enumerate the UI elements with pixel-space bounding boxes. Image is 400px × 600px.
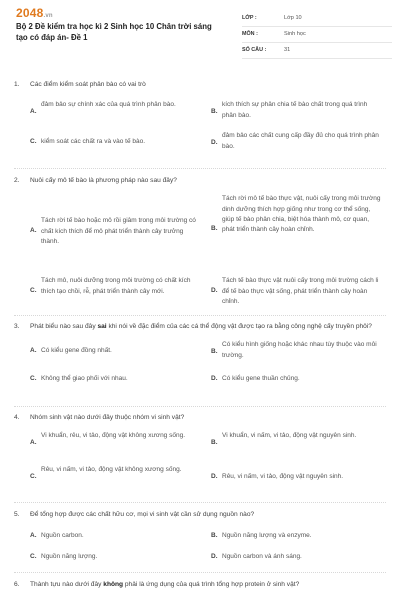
question-divider: [14, 168, 386, 169]
question-5: [14, 510, 386, 568]
question-divider: [14, 315, 386, 316]
option-d[interactable]: D. Tách tế bào thực vật nuôi cấy trong môi trường cách li để tế bào thực vật sống, phát triển thành cây hoàn chỉnh.: [211, 277, 379, 305]
option-c[interactable]: C. Nguồn năng lượng.: [30, 553, 98, 561]
emphasis-word: không: [103, 581, 124, 588]
question-2: [14, 176, 386, 318]
meta-label: MÔN :: [242, 31, 258, 37]
question-text: 1. Các điểm kiểm soát phân bào có vai trò: [14, 80, 386, 90]
answer-options: [14, 96, 386, 156]
option-d[interactable]: D. Có kiểu gene thuần chủng.: [211, 375, 300, 383]
question-number: 4.: [14, 414, 20, 421]
option-c[interactable]: C. kiểm soát các chất ra và vào tế bào.: [30, 138, 146, 146]
option-d[interactable]: D. Rêu, vi nấm, vi tảo, động vật nguyên sinh.: [211, 473, 344, 481]
option-c[interactable]: C. Rêu, vi nấm, vi tảo, động vật không xương sống.: [30, 466, 182, 481]
emphasis-word: sai: [97, 323, 107, 330]
option-a[interactable]: A. đảm bảo sự chính xác của quá trình phân bào.: [30, 101, 176, 116]
site-logo[interactable]: 2048.vn: [16, 6, 53, 20]
option-b[interactable]: B. Nguồn năng lượng và enzyme.: [211, 532, 312, 540]
meta-value: Lớp 10: [284, 15, 302, 21]
option-a[interactable]: A. Vi khuẩn, rêu, vi tảo, động vật không xương sống.: [30, 432, 186, 447]
document-meta: [242, 13, 392, 61]
question-divider: [14, 572, 386, 573]
meta-label: SỐ CÂU :: [242, 47, 267, 53]
option-c[interactable]: C. Không thể giao phối với nhau.: [30, 375, 128, 383]
option-a[interactable]: A. Nguồn carbon.: [30, 532, 84, 540]
meta-row-class: [242, 13, 392, 27]
question-3: [14, 322, 386, 388]
meta-row-subject: [242, 29, 392, 43]
question-text: 2. Nuôi cấy mô tế bào là phương pháp nào sau đây?: [14, 176, 386, 186]
question-number: 2.: [14, 177, 20, 184]
question-divider: [14, 502, 386, 503]
meta-row-count: [242, 45, 392, 59]
meta-value: 31: [284, 47, 291, 53]
document-title: Bộ 2 Đề kiểm tra học kì 2 Sinh học 10 Chân trời sáng tạo có đáp án- Đề 1: [16, 22, 212, 42]
option-d[interactable]: D. Nguồn carbon và ánh sáng.: [211, 553, 302, 561]
answer-options: [14, 338, 386, 388]
question-number: 5.: [14, 511, 20, 518]
question-4: [14, 413, 386, 495]
option-b[interactable]: B. Có kiểu hình giống hoặc khác nhau tùy thuộc vào môi trường.: [211, 341, 377, 359]
question-number: 3.: [14, 323, 20, 330]
question-6: [14, 580, 386, 590]
meta-label: LỚP :: [242, 15, 257, 21]
question-divider: [14, 406, 386, 407]
question-text: 4. Nhóm sinh vật nào dưới đây thuộc nhóm vi sinh vật?: [14, 413, 386, 423]
meta-value: Sinh học: [284, 31, 306, 37]
option-b[interactable]: B. Tách rời mô tế bào thực vật, nuôi cấy trong môi trường dinh dưỡng thích hợp giống như trong cơ thể sống, giúp tế bào phân chia, biệt hóa thành mô, cơ quan, phát triển thành cây hoàn chỉnh.: [211, 195, 381, 234]
document-header: [14, 0, 386, 68]
option-b[interactable]: B. Vi khuẩn, vi nấm, vi tảo, động vật nguyên sinh.: [211, 432, 357, 447]
question-1: [14, 80, 386, 156]
question-number: 6.: [14, 581, 20, 588]
question-text: 3. Phát biểu nào sau đây sai khi nói về đặc điểm của các cá thể động vật được tạo ra bằng công nghệ cấy truyền phôi?: [14, 322, 386, 332]
option-a[interactable]: A. Có kiểu gene đồng nhất.: [30, 347, 112, 355]
option-c[interactable]: C. Tách mô, nuôi dưỡng trong môi trường có chất kích thích tạo chồi, rễ, phát triển thành cây mới.: [30, 277, 191, 295]
question-text: 5. Để tổng hợp được các chất hữu cơ, mọi vi sinh vật cần sử dụng nguồn nào?: [14, 510, 386, 520]
answer-options: [14, 526, 386, 568]
question-text: 6. Thành tựu nào dưới đây không phải là ứng dụng của quá trình tổng hợp protein ở sinh vật?: [14, 580, 386, 590]
option-d[interactable]: D. đảm bảo các chất cung cấp đầy đủ cho quá trình phân bào.: [211, 132, 379, 150]
answer-options: [14, 192, 386, 318]
option-b[interactable]: B. kích thích sự phân chia tế bào chất trong quá trình phân bào.: [211, 101, 368, 119]
question-number: 1.: [14, 81, 20, 88]
answer-options: [14, 429, 386, 495]
option-a[interactable]: A. Tách rời tế bào hoặc mô rồi giâm trong môi trường có chất kích thích để mô phát triển thành cây trưởng thành.: [30, 217, 196, 245]
